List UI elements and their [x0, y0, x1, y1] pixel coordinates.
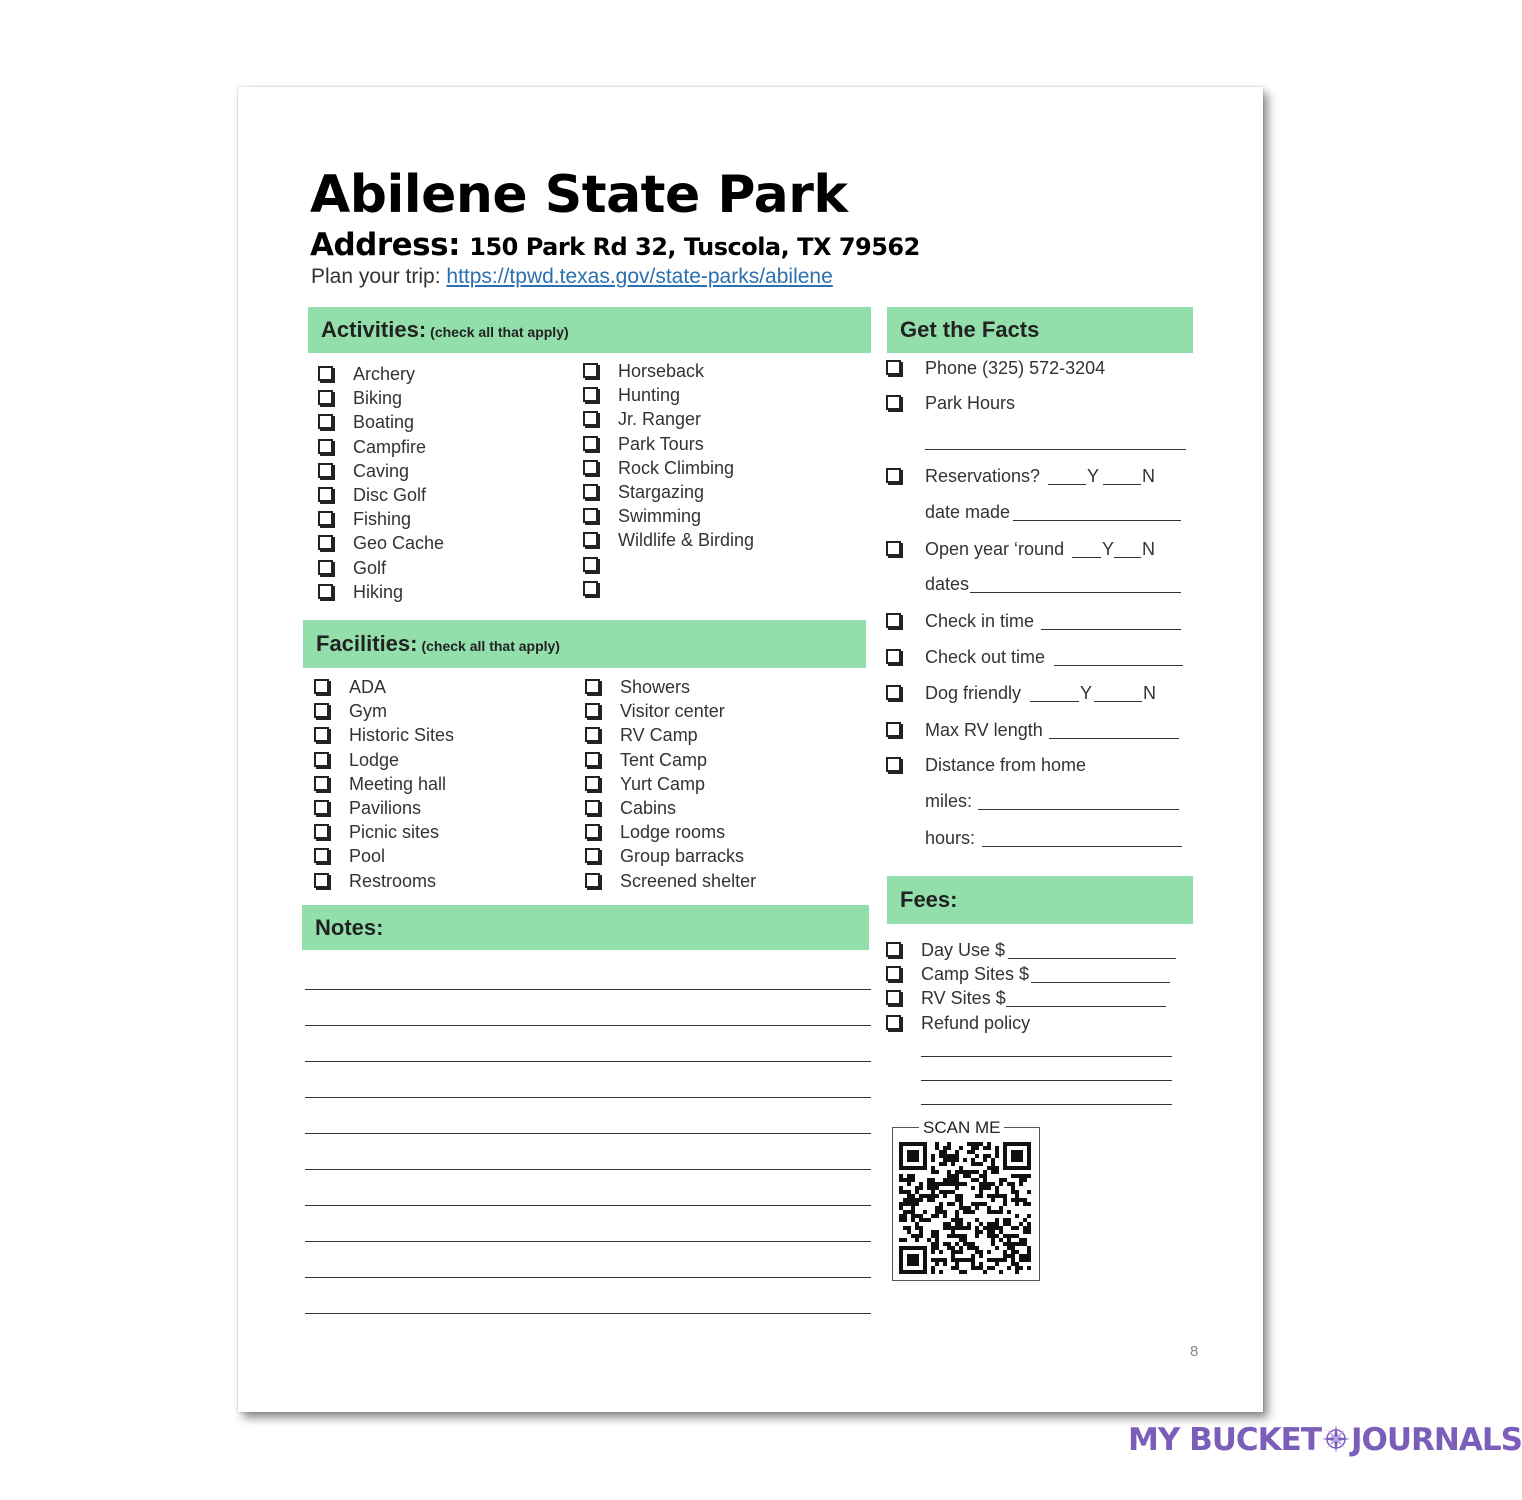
refund-policy-checkbox[interactable] — [886, 1015, 901, 1030]
phone-checkbox[interactable] — [886, 360, 901, 375]
date-made-label: date made — [925, 502, 1011, 522]
facilities-note: (check all that apply) — [421, 638, 560, 654]
checkbox[interactable] — [585, 800, 600, 815]
park-hours-label: Park Hours — [925, 393, 1016, 413]
reservations-n: N — [1142, 466, 1155, 486]
brand-right: JOURNALS — [1350, 1422, 1522, 1458]
checkbox[interactable] — [314, 752, 329, 767]
dog-friendly-yes-line[interactable] — [1030, 701, 1079, 702]
hours-label: hours: — [925, 828, 976, 848]
open-year-n: N — [1142, 539, 1155, 559]
checklist-item-label: Stargazing — [618, 482, 705, 502]
activities-note: (check all that apply) — [430, 324, 569, 340]
checklist-item-label: Horseback — [618, 361, 705, 381]
checklist-item-label: Yurt Camp — [620, 773, 706, 794]
checkbox[interactable] — [585, 679, 600, 694]
hours-line[interactable] — [982, 846, 1182, 847]
day-use-line[interactable] — [1008, 958, 1176, 959]
qr-scan-label: SCAN ME — [919, 1118, 1004, 1138]
max-rv-checkbox[interactable] — [886, 722, 901, 737]
note-line[interactable] — [305, 1241, 871, 1242]
checkbox[interactable] — [585, 752, 600, 767]
check-out-label: Check out time — [925, 647, 1046, 667]
dog-friendly-n: N — [1143, 683, 1156, 703]
checkbox[interactable] — [318, 584, 333, 599]
checklist-item-label: Wildlife & Birding — [618, 530, 755, 551]
refund-line-2[interactable] — [921, 1080, 1172, 1081]
open-year-no-line[interactable] — [1114, 557, 1141, 558]
checklist-item-label: Lodge — [349, 749, 400, 770]
note-line[interactable] — [305, 1313, 871, 1314]
checklist-item-label: Meeting hall — [349, 773, 447, 794]
dog-friendly-checkbox[interactable] — [886, 685, 901, 700]
reservations-y: Y — [1087, 466, 1100, 486]
dog-friendly-label: Dog friendly — [925, 683, 1022, 703]
checkbox[interactable] — [314, 703, 329, 718]
activities-header — [308, 307, 871, 353]
plan-trip-label: Plan your trip: — [311, 265, 441, 288]
qr-code-image[interactable] — [899, 1142, 1031, 1274]
fees-heading: Fees: — [900, 887, 958, 912]
dog-friendly-no-line[interactable] — [1094, 701, 1142, 702]
checkbox[interactable] — [318, 511, 333, 526]
date-made-line[interactable] — [1013, 520, 1181, 521]
checklist-item-label: Cabins — [620, 798, 677, 818]
open-year-label: Open year ‘round — [925, 539, 1065, 559]
checkbox[interactable] — [583, 363, 598, 378]
day-use-checkbox[interactable] — [886, 942, 901, 957]
check-in-line[interactable] — [1041, 629, 1181, 630]
reservations-checkbox[interactable] — [886, 468, 901, 483]
checkbox[interactable] — [583, 557, 598, 572]
checkbox[interactable] — [318, 366, 333, 381]
miles-line[interactable] — [978, 809, 1179, 810]
checklist-item-label: Restrooms — [349, 870, 437, 891]
checkbox[interactable] — [585, 776, 600, 791]
checkbox[interactable] — [585, 824, 600, 839]
checkbox[interactable] — [585, 848, 600, 863]
checkbox[interactable] — [318, 487, 333, 502]
checklist-item-label: Swimming — [618, 506, 702, 527]
refund-policy-label: Refund policy — [921, 1013, 1031, 1033]
checkbox[interactable] — [583, 484, 598, 499]
checklist-item-label: Pavilions — [349, 798, 422, 818]
checklist-item-label: Boating — [353, 412, 415, 433]
refund-line-3[interactable] — [921, 1104, 1172, 1105]
checklist-item-label: Historic Sites — [349, 725, 455, 746]
reservations-yes-line[interactable] — [1048, 484, 1086, 485]
distance-label: Distance from home — [925, 755, 1087, 775]
check-out-line[interactable] — [1054, 665, 1183, 666]
checkbox[interactable] — [314, 679, 329, 694]
checklist-item-label: Archery — [353, 364, 416, 384]
checkbox[interactable] — [583, 532, 598, 547]
distance-checkbox[interactable] — [886, 757, 901, 772]
checklist-item-label: Screened shelter — [620, 870, 757, 891]
journal-page — [238, 87, 1263, 1412]
rv-sites-checkbox[interactable] — [886, 990, 901, 1005]
max-rv-label: Max RV length — [925, 720, 1043, 740]
brand-left: MY BUCKET — [1128, 1422, 1321, 1458]
camp-sites-checkbox[interactable] — [886, 966, 901, 981]
checklist-item-label: Group barracks — [620, 846, 745, 867]
dog-friendly-y: Y — [1080, 683, 1093, 703]
checkbox[interactable] — [583, 436, 598, 451]
checkbox[interactable] — [314, 727, 329, 742]
note-line[interactable] — [305, 1277, 871, 1278]
notes-heading: Notes: — [315, 914, 384, 940]
note-line[interactable] — [305, 1133, 871, 1134]
checkbox[interactable] — [585, 873, 600, 888]
checkbox[interactable] — [314, 800, 329, 815]
checkbox[interactable] — [318, 535, 333, 550]
checklist-item-label: Showers — [620, 677, 691, 697]
checkbox[interactable] — [314, 824, 329, 839]
note-line[interactable] — [305, 1169, 871, 1170]
checkbox[interactable] — [583, 460, 598, 475]
park-hours-checkbox[interactable] — [886, 395, 901, 410]
checklist-item-label: Gym — [349, 701, 387, 722]
open-year-yes-line[interactable] — [1072, 557, 1101, 558]
activities-heading: Activities: — [321, 317, 427, 342]
checkbox[interactable] — [585, 703, 600, 718]
checklist-item-label: Picnic sites — [349, 822, 440, 843]
check-in-checkbox[interactable] — [886, 613, 901, 628]
compass-icon — [1321, 1424, 1351, 1454]
refund-line-1[interactable] — [921, 1056, 1172, 1057]
checkbox[interactable] — [583, 411, 598, 426]
open-year-y: Y — [1102, 539, 1115, 559]
brand-logo — [1128, 1422, 1522, 1458]
checklist-item-label: Lodge rooms — [620, 822, 726, 843]
facts-header — [887, 307, 1193, 353]
note-line[interactable] — [305, 1097, 871, 1098]
page-title: Abilene State Park — [310, 165, 848, 225]
checkbox[interactable] — [318, 390, 333, 405]
page-number: 8 — [1190, 1343, 1199, 1360]
check-in-label: Check in time — [925, 611, 1035, 631]
checkbox[interactable] — [314, 848, 329, 863]
note-line[interactable] — [305, 1061, 871, 1062]
checkbox[interactable] — [583, 508, 598, 523]
checklist-item-label: Golf — [353, 557, 387, 578]
checkbox[interactable] — [583, 387, 598, 402]
checklist-item-label: Rock Climbing — [618, 457, 735, 478]
checklist-item-label: Caving — [353, 460, 410, 481]
checklist-item-label: ADA — [349, 677, 387, 697]
facts-heading: Get the Facts — [900, 317, 1040, 342]
checklist-item-label: Biking — [353, 388, 403, 409]
fees-header — [887, 876, 1193, 924]
checklist-item-label: Campfire — [353, 436, 427, 457]
checkbox[interactable] — [318, 414, 333, 429]
checkbox[interactable] — [318, 560, 333, 575]
plan-trip — [311, 265, 833, 289]
address-label: Address: — [310, 227, 460, 263]
miles-label: miles: — [925, 791, 973, 811]
facilities-header — [303, 620, 866, 668]
reservations-label: Reservations? — [925, 466, 1041, 486]
phone-text: Phone (325) 572-3204 — [925, 358, 1106, 378]
rv-sites-label: RV Sites $ — [921, 988, 1006, 1008]
check-out-checkbox[interactable] — [886, 649, 901, 664]
checklist-item-label: Geo Cache — [353, 533, 445, 554]
checklist-item-label: Disc Golf — [353, 485, 427, 505]
park-hours-line[interactable] — [925, 449, 1186, 450]
checklist-item-label: Hunting — [618, 385, 681, 406]
checkbox[interactable] — [314, 776, 329, 791]
note-line[interactable] — [305, 1025, 871, 1026]
dates-label: dates — [925, 574, 970, 594]
camp-sites-label: Camp Sites $ — [921, 964, 1030, 984]
park-website-link[interactable]: https://tpwd.texas.gov/state-parks/abilene — [446, 265, 833, 288]
dates-line[interactable] — [970, 592, 1181, 593]
facilities-heading: Facilities: — [316, 631, 418, 656]
checkbox[interactable] — [585, 727, 600, 742]
notes-header — [302, 905, 869, 950]
checkbox[interactable] — [583, 581, 598, 596]
rv-sites-line[interactable] — [1006, 1006, 1166, 1007]
checklist-item-label: Jr. Ranger — [618, 409, 702, 430]
checklist-item-label: Pool — [349, 846, 386, 867]
checkbox[interactable] — [318, 439, 333, 454]
camp-sites-line[interactable] — [1031, 982, 1170, 983]
qr-code-frame — [892, 1118, 1040, 1281]
checkbox[interactable] — [314, 873, 329, 888]
note-line[interactable] — [305, 1205, 871, 1206]
checklist-item-label: RV Camp — [620, 725, 698, 746]
checklist-item-label: Visitor center — [620, 701, 725, 722]
max-rv-line[interactable] — [1049, 738, 1179, 739]
note-line[interactable] — [305, 989, 871, 990]
checkbox[interactable] — [318, 463, 333, 478]
checklist-item-label: Tent Camp — [620, 749, 708, 770]
checklist-item-label: Park Tours — [618, 433, 704, 454]
checklist-item-label: Fishing — [353, 509, 412, 530]
address-value: 150 Park Rd 32, Tuscola, TX 79562 — [469, 233, 920, 261]
day-use-label: Day Use $ — [921, 940, 1006, 960]
checklist-item-label: Hiking — [353, 581, 404, 602]
reservations-no-line[interactable] — [1103, 484, 1141, 485]
open-year-checkbox[interactable] — [886, 541, 901, 556]
address — [310, 227, 920, 263]
